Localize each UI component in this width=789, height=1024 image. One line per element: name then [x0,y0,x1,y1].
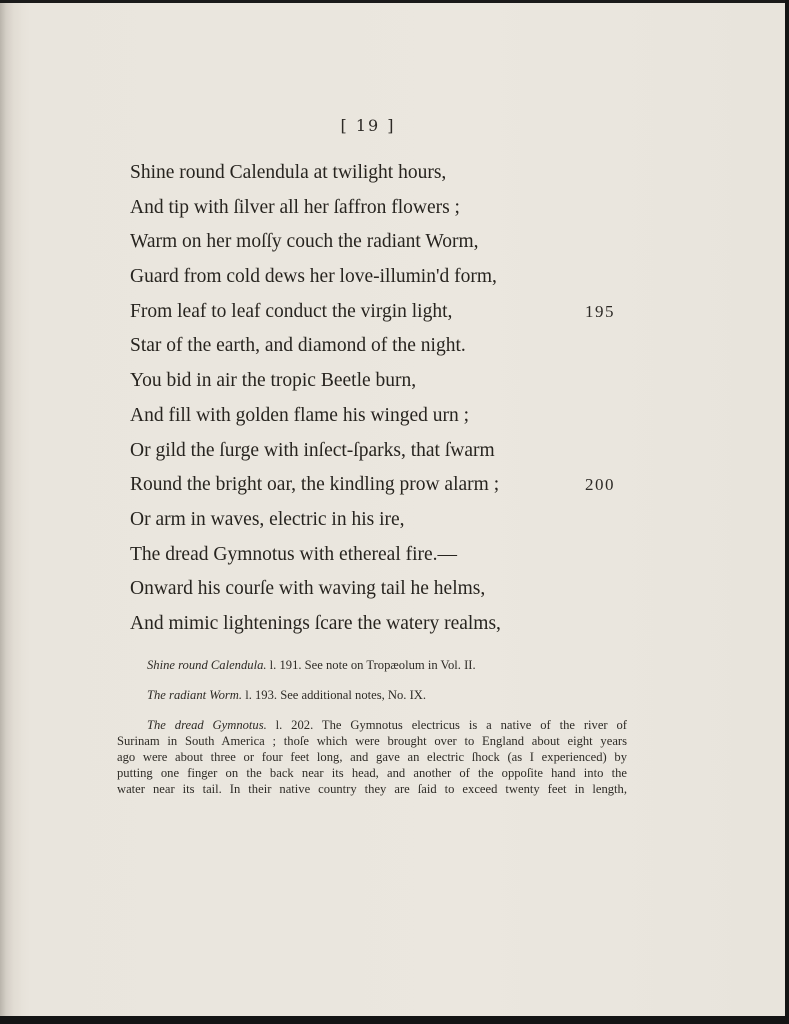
footnote-line: ago were about three or four feet long, and gave an electric ſhock (as I experienced) by [117,750,627,764]
verse-text: From leaf to leaf conduct the virgin light, [130,300,453,322]
page-number: [ 19 ] [340,116,396,135]
verse-line [130,329,630,364]
footnote-label: The radiant Worm. [147,688,243,702]
verse-text: And mimic lightenings ſcare the watery realms, [130,612,501,634]
footnote-label: Shine round Calendula. [147,658,267,672]
poem-verse [130,156,630,642]
verse-line [130,295,630,330]
verse-text: The dread Gymnotus with ethereal fire.— [130,543,458,565]
footnotes [117,657,627,797]
line-number: 200 [585,475,615,495]
footnote-line [117,717,627,733]
footnote-text: See note on Tropæolum in Vol. II. [301,658,476,672]
footnote-line: Surinam in South America ; thoſe which were brought over to England about eight years [117,734,627,748]
verse-text: Round the bright oar, the kindling prow alarm ; [130,474,500,496]
verse-line [130,225,630,260]
verse-text: And fill with golden flame his winged urn ; [130,404,470,426]
verse-text: Onward his courſe with waving tail he helms, [130,578,486,600]
verse-line [130,434,630,469]
verse-line [130,156,630,191]
scan-edge-bottom [0,1016,789,1024]
footnote-ref: l. 202. [266,718,314,732]
footnote-line: putting one finger on the back near its head, and another of the oppoſite hand into the [117,766,627,780]
footnote-calendula [117,657,627,673]
line-number: 195 [585,301,615,321]
verse-text: Guard from cold dews her love-illumin'd form, [130,266,497,288]
footnote-text: See additional notes, No. IX. [277,688,427,702]
footnote-label: The dread Gymnotus. [147,718,267,732]
verse-line [130,468,630,503]
scan-edge-right [785,0,789,1024]
footnote-line: water near its tail. In their native country they are ſaid to exceed twenty feet in length, [117,782,627,796]
verse-line [130,399,630,434]
verse-line [130,503,630,538]
verse-line [130,607,630,642]
verse-text: Or arm in waves, electric in his ire, [130,508,405,530]
verse-line [130,538,630,573]
footnote-gymnotus [117,717,627,797]
footnote-ref: l. 193. [242,688,278,702]
verse-text: Or gild the ſurge with inſect-ſparks, that ſwarm [130,439,495,461]
verse-text: Warm on her moſſy couch the radiant Worm, [130,231,479,253]
verse-text: And tip with ſilver all her ſaffron flowers ; [130,196,460,218]
book-gutter [0,3,22,1018]
footnote-ref: l. 191. [266,658,302,672]
footnote-radiant-worm [117,687,627,703]
footnote-text: The Gymnotus electricus is a native of the river of [313,718,627,732]
verse-line [130,364,630,399]
verse-text: Star of the earth, and diamond of the night. [130,335,466,357]
verse-line [130,260,630,295]
verse-line [130,191,630,226]
verse-text: You bid in air the tropic Beetle burn, [130,370,417,392]
verse-text: Shine round Calendula at twilight hours, [130,162,447,183]
verse-line [130,572,630,607]
